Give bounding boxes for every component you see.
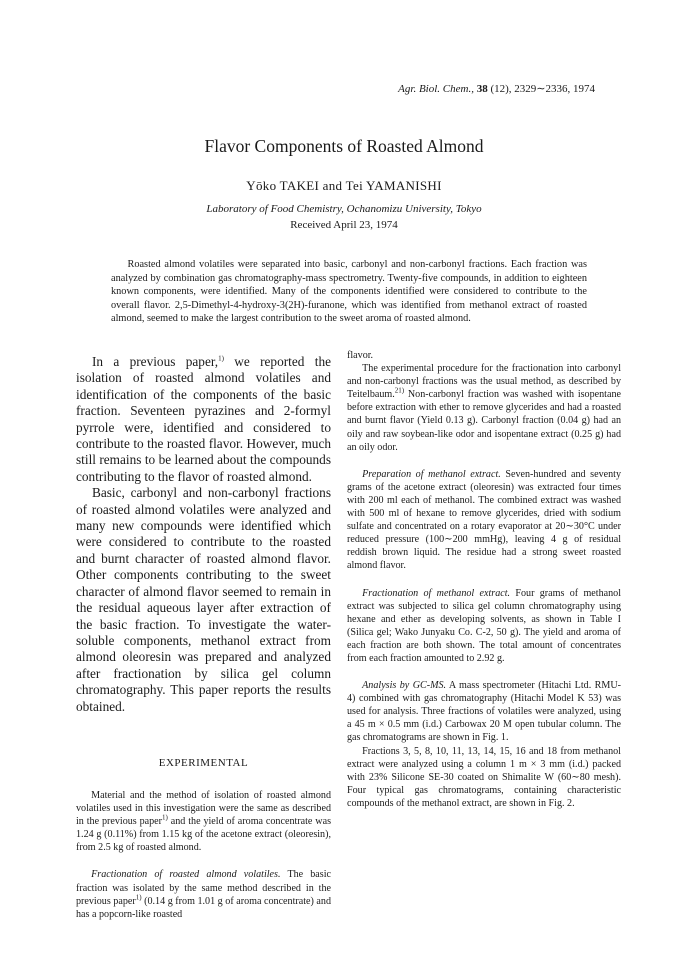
paper-title: Flavor Components of Roasted Almond	[204, 136, 484, 156]
left-column	[76, 354, 331, 921]
subsection-heading: Analysis by GC-MS.	[362, 680, 447, 692]
abstract: Roasted almond volatiles were separated into basic, carbonyl and non-carbonyl fractions. Each fraction was analyzed by combination gas chromatography-mass spectrometry. Twenty-five compounds, in addition to eighteen known components, were identified. Many of the components identified were considered to contribute to the overall flavor. 2,5-Dimethyl-4-hydroxy-3(2H)-furanone, which was identified from methanol extract of roasted almond, seemed to make the largest contribution to the sweet aroma of roasted almond.	[111, 259, 587, 324]
subsection-heading: Preparation of methanol extract.	[362, 468, 501, 480]
journal-volume: 38	[476, 83, 488, 95]
fractionation-volatiles-paragraph: Fractionation of roasted almond volatiles. The basic fraction was isolated by the same method described in the previous paper$^{1)}$ (0.14 g from 1.01 g of aroma concentrate) and has a popcorn-like roasted	[76, 869, 332, 920]
intro-paragraph-2: Basic, carbonyl and non-carbonyl fractions of roasted almond volatiles were analyzed and many new compounds were identified which were considered to contribute to the roasted and burnt character of roasted almond flavor. Other components contributing to the sweet character of almond flavor seemed to remain in the residual aqueous layer after extraction of the basic fraction. To investigate the water-soluble components, methanol extract from almond oleoresin was prepared and analyzed after fractionation by silica gel column chromatography. This paper reports the results obtained.	[76, 485, 331, 714]
section-heading-experimental: EXPERIMENTAL	[158, 756, 249, 769]
material-paragraph: Material and the method of isolation of roasted almond volatiles used in this investigation were the same as described in the previous paper$^{1)}$ and the yield of aroma concentrate was 1.24 g (0.11%) from 1.15 kg of the acetone extract (oleoresin), from 2.5 kg of roasted almond.	[76, 789, 332, 854]
right-column	[347, 349, 621, 810]
fractions-analysis-paragraph: Fractions 3, 5, 8, 10, 11, 13, 14, 15, 16 and 18 from methanol extract were analyzed using a column 1 m × 3 mm (i.d.) packed with 23% Silicone SE-30 coated on Shimalite W (60∼80 mesh). Four typical gas chromatograms, containing characteristic compounds of the methanol extract, are shown in Fig. 2.	[347, 745, 621, 809]
journal-issue-pages: (12), 2329∼2336, 1974	[490, 83, 595, 95]
reference-marker: 1)	[218, 354, 224, 363]
carbonyl-paragraph: The experimental procedure for the fractionation into carbonyl and non-carbonyl fractions was the usual method, as described by Teitelbaum.$^{21)}$ Non-carbonyl fraction was washed with isopentane before extraction with ether to remove glycerides and had a roasted and burnt flavor (Yield 0.13 g). Carbonyl fraction (0.04 g) had an oily and raw soybean-like odor and isopentane extract (0.25 g) had an oily odor.	[347, 363, 621, 453]
subsection-heading: Fractionation of roasted almond volatiles.	[91, 869, 281, 881]
intro-paragraph-1: In a previous paper,$^{1)}$ we reported the isolation of roasted almond volatiles and identification of the components of the basic fraction. Seventeen pyrazines and 2-formyl pyrrole were, identified and considered to contribute to the roasted flavor. However, much still remains to be learned about the compounds contributing to the flavor of roasted almond.	[76, 354, 331, 484]
reference-marker: 1)	[135, 893, 142, 902]
reference-marker: 1)	[162, 813, 168, 822]
subsection-heading: Fractionation of methanol extract.	[362, 587, 511, 599]
fractionation-methanol-paragraph: Fractionation of methanol extract. Four grams of methanol extract was subjected to silica gel column chromatography using hexane and ether as developing solvents, as shown in Table I (Silica gel; Wako Junyaku Co. C-2, 50 g). The yield and aroma of each fraction are both shown. The total amount of concentrates from each fraction amounted to 2.92 g.	[347, 587, 621, 664]
continued-text: flavor.	[347, 350, 374, 361]
journal-name: Agr. Biol. Chem.,	[398, 83, 474, 95]
journal-citation	[398, 82, 595, 95]
affiliation: Laboratory of Food Chemistry, Ochanomizu University, Tokyo	[206, 203, 482, 215]
preparation-paragraph: Preparation of methanol extract. Seven-hundred and seventy grams of the acetone extract (oleoresin) was extracted four times with 200 ml each of methanol. The combined extract was washed with 500 ml of hexane to remove glycerides, dried with sodium sulfate and concentrated on a rotary evaporator at 20∼30°C under reduced pressure (100∼200 mmHg), leaving 4 g of residual reddish brown liquid. The residue had a strong sweet roasted almond flavor.	[347, 468, 621, 572]
reference-marker: 21)	[394, 386, 405, 395]
gcms-paragraph: Analysis by GC-MS. A mass spectrometer (Hitachi Ltd. RMU-4) combined with gas chromatography (Hitachi Model K 53) was used for analysis. Three fractions of volatiles were analyzed, using a 45 m × 0.5 mm (i.d.) Carbowax 20 M open tubular column. The gas chromatograms are shown in Fig. 1.	[347, 680, 621, 744]
authors: Yōko TAKEI and Tei YAMANISHI	[246, 178, 442, 193]
received-date: Received April 23, 1974	[290, 219, 398, 231]
